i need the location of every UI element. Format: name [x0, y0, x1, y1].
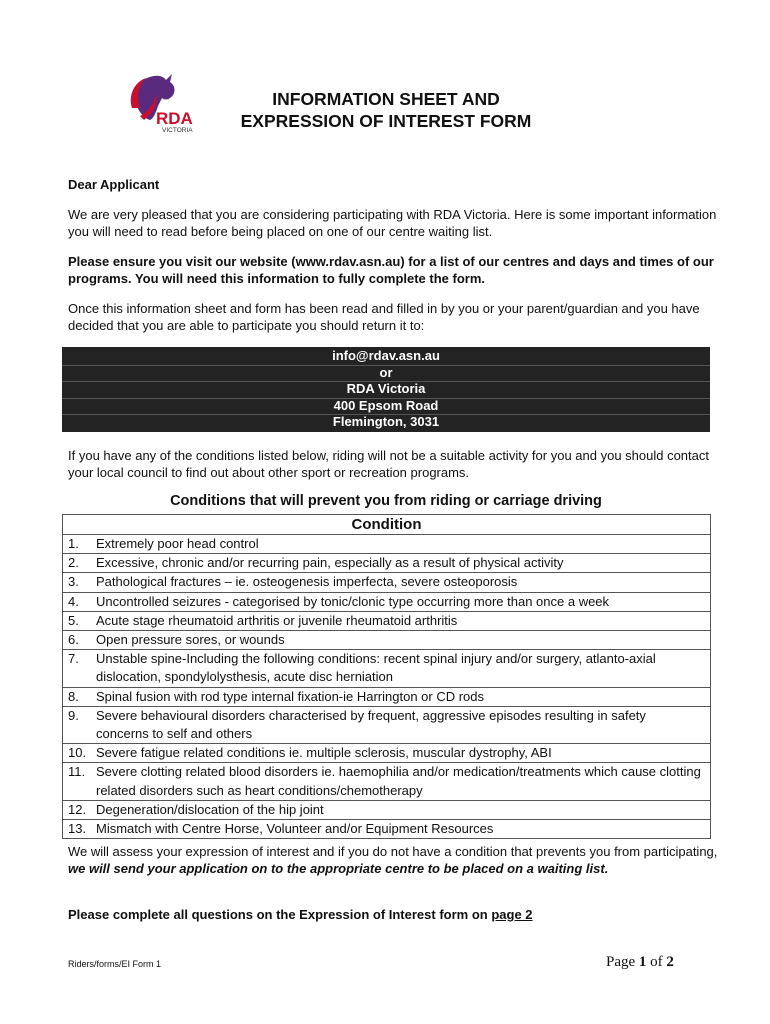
table-row [63, 535, 711, 554]
table-row [63, 744, 711, 763]
condition-text: Severe behavioural disorders characterised by frequent, aggressive episodes resulting in safety concerns to self and others [96, 706, 711, 743]
table-row [63, 573, 711, 592]
conditions-table-body [63, 535, 711, 839]
table-row [63, 554, 711, 573]
page-total: 2 [666, 954, 674, 970]
condition-text: Open pressure sores, or wounds [96, 631, 711, 650]
page-title [196, 88, 576, 132]
condition-number: 2. [63, 554, 97, 573]
page-2-link[interactable]: page 2 [491, 907, 533, 922]
return-address-box [62, 347, 710, 432]
complete-note [68, 907, 718, 924]
condition-number: 3. [63, 573, 97, 592]
address-or: or [379, 364, 393, 380]
assessment-emphasis: we will send your application on to the appropriate centre to be placed on a waiting list. [68, 860, 609, 876]
condition-text: Excessive, chronic and/or recurring pain, especially as a result of physical activity [96, 554, 711, 573]
rda-victoria-logo [124, 72, 200, 134]
condition-text: Degeneration/dislocation of the hip joint [96, 800, 711, 819]
condition-number: 7. [63, 650, 97, 687]
table-row [63, 631, 711, 650]
table-row [63, 650, 711, 687]
greeting: Dear Applicant [68, 177, 160, 192]
page-current: 1 [638, 954, 647, 970]
condition-text: Mismatch with Centre Horse, Volunteer and/or Equipment Resources [96, 820, 711, 839]
condition-number: 4. [63, 592, 97, 611]
divider [62, 398, 710, 399]
address-suburb: Flemington, 3031 [332, 414, 440, 429]
table-row [63, 820, 711, 839]
table-row [63, 706, 711, 743]
table-row [63, 592, 711, 611]
table-row [63, 800, 711, 819]
conditions-note: If you have any of the conditions listed below, riding will not be a suitable activity for you and you should contact your local council to find out about other sport or recreation programs. [68, 448, 709, 480]
table-header: Condition [63, 515, 711, 535]
divider [62, 414, 710, 415]
condition-text: Spinal fusion with rod type internal fixation-ie Harrington or CD rods [96, 687, 711, 706]
table-row [63, 687, 711, 706]
assessment-text: We will assess your expression of interest and if you do not have a condition that prevents you from participating, [68, 844, 718, 859]
condition-text: Pathological fractures – ie. osteogenesis imperfecta, severe osteoporosis [96, 573, 711, 592]
condition-text: Severe clotting related blood disorders ie. haemophilia and/or medication/treatments which cause clotting related disorders such as heart conditions/chemotherapy [96, 763, 711, 800]
assessment-note [68, 844, 718, 877]
logo-sub: VICTORIA [162, 127, 193, 134]
condition-number: 6. [63, 631, 97, 650]
title-line-1: INFORMATION SHEET AND [272, 89, 500, 109]
condition-text: Acute stage rheumatoid arthritis or juvenile rheumatoid arthritis [96, 611, 711, 630]
condition-text: Unstable spine-Including the following conditions: recent spinal injury and/or surgery, atlanto-axial dislocation, spondylolysthesis, acute disc herniation [96, 650, 711, 687]
page-prefix: Page [606, 954, 639, 970]
table-row [63, 611, 711, 630]
condition-number: 10. [63, 744, 97, 763]
condition-number: 11. [63, 763, 97, 800]
condition-number: 9. [63, 706, 97, 743]
form-reference: Riders/forms/EI Form 1 [68, 959, 162, 969]
condition-number: 8. [63, 687, 97, 706]
conditions-table [62, 514, 711, 839]
address-street: 400 Epsom Road [333, 397, 439, 413]
condition-number: 13. [63, 820, 97, 839]
website-notice: Please ensure you visit our website (www.rdav.asn.au) for a list of our centres and days and times of our programs. You will need this information to fully complete the form. [68, 254, 714, 286]
divider [62, 381, 710, 382]
divider [62, 365, 710, 366]
title-line-2: EXPRESSION OF INTEREST FORM [240, 111, 532, 131]
complete-note-text: Please complete all questions on the Expression of Interest form on [68, 907, 492, 922]
condition-number: 12. [63, 800, 97, 819]
return-paragraph: Once this information sheet and form has been read and filled in by you or your parent/guardian and you have decided that you are able to participate you should return it to: [68, 301, 700, 333]
logo-name: RDA [156, 109, 193, 128]
page-of: of [646, 954, 667, 970]
table-row [63, 763, 711, 800]
condition-text: Extremely poor head control [96, 535, 711, 554]
address-email: info@rdav.asn.au [332, 348, 440, 363]
condition-number: 5. [63, 611, 97, 630]
condition-text: Uncontrolled seizures - categorised by tonic/clonic type occurring more than once a week [96, 592, 711, 611]
intro-paragraph: We are very pleased that you are considering participating with RDA Victoria. Here is some important information you will need to read before being placed on one of our centre waiting list. [68, 207, 717, 239]
condition-text: Severe fatigue related conditions ie. multiple sclerosis, muscular dystrophy, ABI [96, 744, 711, 763]
conditions-heading: Conditions that will prevent you from riding or carriage driving [170, 493, 602, 509]
address-org: RDA Victoria [346, 381, 426, 396]
page-number [606, 954, 674, 971]
condition-number: 1. [63, 535, 97, 554]
